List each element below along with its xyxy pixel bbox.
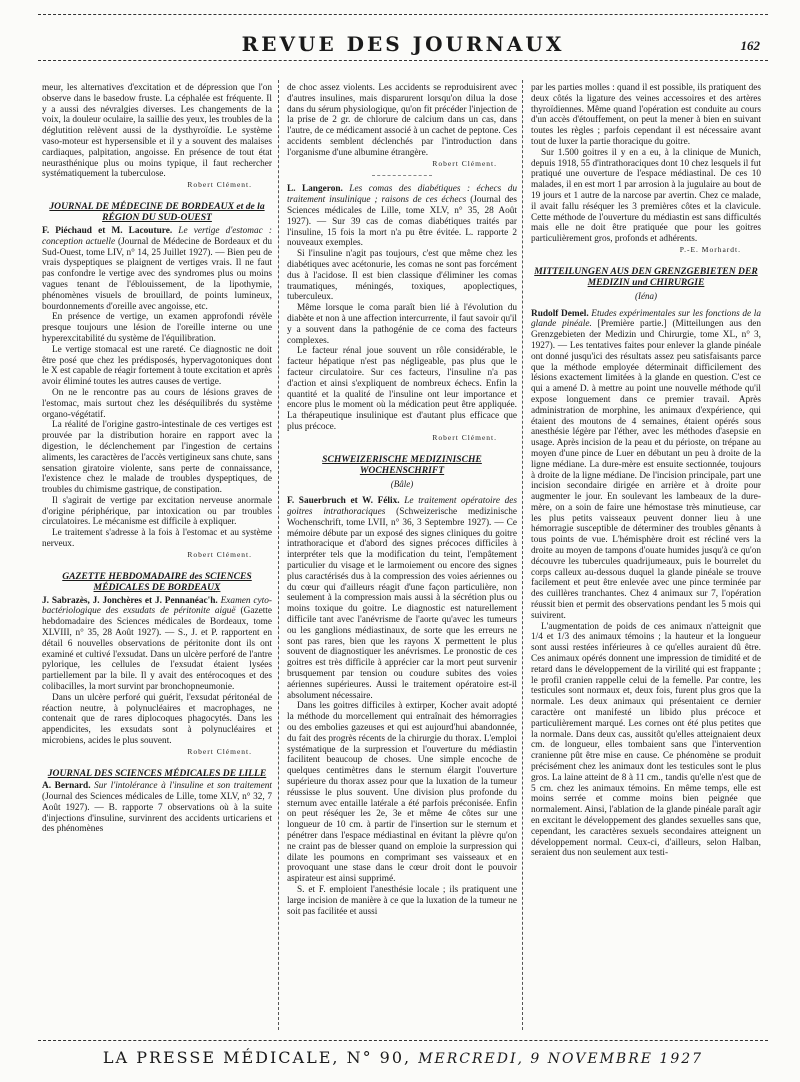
column-divider-2 [522,80,523,1030]
signature: Robert Clément. [432,432,497,442]
signature: Robert Clément. [187,746,252,756]
column-1 [42,83,272,1028]
section-title-schweizerische: SCHWEIZERISCHE MEDIZINISCHE WOCHENSCHRIFT [322,453,482,476]
paragraph: Sur 1.500 goitres il y en a eu, à la clinique de Munich, depuis 1918, 55 d'intrathoraciques dont 10 chez lesquels il fut pratiqué une ouverture de l'espace médiastinal. De ces 10 malades, il en est mort 1 par arrosion à la jugulaire au bout de 19 jours et 1 autre de la narcose par avertin. Chez ce malade, il avait fallu réséquer les 3 premières côtes et la clavicule. Cette méthode de l'ouverture du médiastin est sans difficultés mais elle ne doit être pratiquée que pour les goitres particulièrement gros, profonds et adhérents. [531,147,761,245]
footer-rule [38,1040,768,1041]
section-subtitle: (Iéna) [635,290,657,301]
footer-issue: N° 90, [346,1048,412,1067]
paragraph: Même lorsque le coma paraît bien lié à l'évolution du diabète et non à une affection intercurrente, il faut savoir qu'il y a souvent dans la pathogénie de ce coma des facteurs complexes. [287,303,517,346]
paragraph: En présence de vertige, un examen approfondi révèle presque toujours une lésion de l'oreille interne ou une hyperexcitabilité du système de l'équilibration. [42,312,272,344]
paragraph: Il s'agirait de vertige par excitation nerveuse anormale d'origine périphérique, par intoxication ou par troubles circulatoires. Le mécanisme est difficile à expliquer. [42,495,272,528]
article-authors: F. Sauerbruch et W. Félix. [287,496,400,507]
article-text: (Journal des Sciences médicales de Lille, tome XLV, n° 32, 7 Août 1927). — B. rapporte 7 observations où à la suite d'injections d'insuline, survinrent des accidents urticariens et des phénomènes [42,791,272,835]
paragraph: meur, les alternatives d'excitation et de dépression que l'on observe dans le basedow fruste. La céphalée est fréquente. Il y a aussi des névralgies diverses. Les changements de la voix, la douleur oculaire, la saillie des yeux, les troubles de la déglutition relèvent aussi de la dysthyroïdie. Le système vaso-moteur est hypersensible et il y a souvent des malaises cardiaques, palpitation, angoisse. En présence de tout état neurasthénique plus ou moins typique, il faut rechercher systématiquement la tuberculose. [42,83,272,180]
article-text: [Première partie.] (Mitteilungen aus den Grenzgebieten der Medizin und Chirurgie, tome XL, n° 3, 1927). — Les tentatives faites pour enlever la glande pinéale ont donné jusqu'ici des résultats assez peu satisfaisants parce que la méthode employée déterminait difficilement des lésions exactement limitées à la glande en question. C'est ce qui a amené D. à mettre au point une nouvelle méthode qu'il expose longuement dans ce premier travail. Après administration de morphine, les animaux d'expérience, qui étaient des moutons de 4 semaines, étaient opérés sous anesthésie légère par l'éther, avec les méthodes d'asepsie en usage. Après incision de la peau et du périoste, on trépane au moyen d'une pince de Luer en débutant un peu à droite de la ligne médiane. La dure-mère est ensuite sectionnée, toujours à droite de la ligne médiane. De l'incision principale, part une incision secondaire dirigée en arrière et à droite pour augmenter le jour. En soulevant les lambeaux de la dure-mère, on a soin de faire une hémostase très minutieuse, car les plus petits vaisseaux peuvent donner lieu à une hémorragie susceptible de déterminer des troubles gênants à tous points de vue. L'hémisphère droit est récliné vers la droite au moyen de tampons d'ouate humides jusqu'à ce qu'on découvre les tubercules quadrijumeaux, puis le bourrelet du corps calleux au-dessous duquel la glande pinéale se trouve facilement et peut être enlevée avec une pince terminée par des cuillères tranchantes. Chez 4 animaux sur 7, l'opération réussit bien et permit des observations pendant les 5 mois qui suivirent. [531,319,761,621]
article-title: Sur l'intolérance à l'insuline et son traitement [94,781,272,792]
column-3 [531,83,761,1028]
signature: Robert Clément. [187,180,252,190]
running-title: REVUE DES JOURNAUX [241,32,565,56]
paragraph: Le traitement s'adresse à la fois à l'estomac et au système nerveux. [42,528,272,550]
separator [372,175,432,176]
article-header [287,496,517,701]
article-text: (Gazette hebdomadaire des Sciences médicales de Bordeaux, tome XLVIII, n° 35, 28 Août 1927). — S., J. et P. rapportent en détail 6 nouvelles observations de péritonite dont ils ont examiné et cultivé l'exsudat. Dans un ulcère perforé de l'antre pylorique, les cellules de l'exsudat étaient lysées partiellement par la bile. Il y avait des entérocoques et des colibacilles, la mort survint par bronchopneumonie. [42,606,272,693]
column-2 [287,83,517,1028]
section-title-mitteilungen: MITTEILUNGEN AUS DEN GRENZGEBIETEN DER MEDIZIN und CHIRURGIE [534,265,758,289]
paragraph: On ne le rencontre pas au cours de lésions graves de l'estomac, mais surtout chez les déséquilibrés du système organo-végétatif. [42,387,272,420]
article-authors: J. Sabrazès, J. Jonchères et J. Pennanéac'h. [42,595,218,606]
page-number: 162 [740,38,760,53]
section-title-gazette: GAZETTE HEBDOMADAIRE des SCIENCES MÉDICALES DE BORDEAUX [62,570,252,594]
article-title: Le traitement opératoire des goitres intrathoraciques [287,496,517,518]
paragraph: Si l'insuline n'agit pas toujours, c'est que même chez les diabétiques avec acétonurie, les comas ne sont pas forcément dus à l'acidose. Il est bien classique d'éliminer les comas traumatiques, méningés, toxiques, apoplectiques, tuberculeux. [287,249,517,303]
section-title-bordeaux: JOURNAL DE MÉDECINE DE BORDEAUX et de la RÉGION DU SUD-OUEST [49,200,265,224]
article-text: (Schweizerische medizinische Wochenschrift, tome LVII, n° 36, 3 Septembre 1927). — Ce mémoire débute par un exposé des signes cliniques du goitre intrathoracique et d'abord des signes précoces difficiles à interpréter tels que la modification du teint, l'empâtement particulier du visage et le larmoiement ou encore des signes plus caractérisés dus à la compression des voies aériennes ou du cœur qui d'ailleurs réagit d'une façon particulière, non seulement à la compression mais aussi à la sécrétion plus ou moins toxique du goitre. Le diagnostic est naturellement difficile tant avec l'anévrisme de l'aorte qu'avec les tumeurs ou les ganglions médiastinaux, de sorte que les erreurs ne sont pas rares, bien que les rayons X permettent le plus souvent de diagnostiquer les anévrismes. Le pronostic de ces goitres est très difficile à apprécier car la mort peut survenir brusquement par tension ou coudure subites des voies aériennes supérieures. Aussi le traitement opératoire est-il absolument nécessaire. [287,507,517,701]
article-title: Les comas des diabétiques : échecs du traitement insulinique ; raisons de ces échecs [287,184,517,206]
article-text: (Journal de Médecine de Bordeaux et du Sud-Ouest, tome LIV, n° 14, 25 Juillet 1927). — Bien peu de vrais dyspeptiques se plaignent de vertiges vrais. Il ne faut pas confondre le vertige avec des syndromes plus ou moins vagues tenant de l'éblouissement, de la lipothymie, phénomènes visuels de brouillard, de points lumineux, bourdonnements d'oreille avec angoisse, etc. [42,236,272,312]
article-title: Examen cyto-bactériologique des exsudats de péritonite aiguë [42,595,272,617]
signature: Robert Clément. [187,549,252,559]
paragraph: L'augmentation de poids de ces animaux n'atteignit que 1/4 et 1/3 des animaux témoins ; la hauteur et la longueur sont aussi restées inférieures à ce qu'elles auraient dû être. Ces animaux opérés donnent une impression de timidité et de retard dans le développement de la virilité qui est frappante ; le profil cranien rappelle celui de la femelle. Par contre, les testicules sont normaux et, deux fois, furent plus gros que la normale. Les deux animaux qui présentaient ce dernier caractère ont manifesté un libido plus précoce et particulièrement marqué. Les cornes ont été plus petites que la normale. Dans deux cas, aussitôt qu'elles atteignaient deux cm. de longueur, elles tombaient sans que l'intervention cranienne pût être mise en cause. Ce phénomène se produit précisément chez les animaux dont les testicules sont le plus gros. La laine atteint de 8 à 11 cm., tandis qu'elle n'est que de 5 cm. chez les animaux témoins. En même temps, elle est moins serrée et comme moins bien peignée que normalement. Ainsi, l'ablation de la glande pinéale paraît agir en excitant le développement des glandes sexuelles sans que, cependant, les caractères sexuels secondaires atteignent un développement normal. Ceux-ci, d'ailleurs, selon Halban, seraient dus non seulement aux testi- [531,621,761,859]
page-footer [38,1040,768,1072]
article-header [42,596,272,693]
paragraph: S. et F. emploient l'anesthésie locale ; ils pratiquent une large incision de manière à ce que la luxation de la tumeur ne soit pas facilitée et aussi [287,884,517,917]
article-text: (Journal des Sciences médicales de Lille, tome XLV, n° 35, 28 Août 1927). — Sur 39 cas de comas diabétiques traités par l'insuline, 15 fois la mort n'a pu être évitée. L. rapporte 2 nouveaux exemples. [287,195,517,249]
article-authors: L. Langeron. [287,184,343,195]
paragraph: La réalité de l'origine gastro-intestinale de ces vertiges est prouvée par la distribution horaire en rapport avec la digestion, le déclenchement par l'ingestion de certains aliments, les caractères de l'accès vertigineux sans chute, sans sensation giratoire violente, sans perte de connaissance, l'existence chez le malade de troubles dyspeptiques, de troubles du chimisme gastrique, de constipation. [42,420,272,496]
article-authors: F. Piéchaud et M. Lacouture. [42,225,173,236]
article-title: Etudes expérimentales sur les fonctions de la glande pinéale. [531,308,761,330]
paragraph: Le facteur rénal joue souvent un rôle considérable, le facteur hépatique n'est pas négligeable, pas plus que le facteur circulatoire. Sur ces facteurs, l'insuline n'a pas d'action et ainsi s'expliquent de nombreux échecs. Enfin la quantité et la qualité de l'insuline ont leur importance et encore plus le moment où la médication peut être appliquée. La thérapeutique insulinique est d'autant plus efficace que plus précoce. [287,346,517,432]
section-title-lille: JOURNAL DES SCIENCES MÉDICALES DE LILLE [47,767,267,779]
article-header [42,226,272,312]
paragraph: Dans les goitres difficiles à extirper, Kocher avait adopté la méthode du morcellement qui entraînait des hémorragies ou des embolies gazeuses et qui est aujourd'hui abandonnée, du fait des progrès récents de la chirurgie du thorax. L'emploi systématique de la surpression et l'ouverture du médiastin facilitent beaucoup de choses. Une simple encoche de quelques centimètres dans le sternum élargit l'ouverture supérieure du thorax assez pour que la luxation de la tumeur réussisse le plus souvent. Une division plus profonde du sternum avec entaille latérale a été parfois préconisée. Enfin on peut réséquer les 2e, 3e et même 4e côtes sur une longueur de 10 cm. à partir de l'insertion sur le sternum et pénétrer dans l'espace médiastinal en évitant la plèvre qu'on ne craint pas de blesser quand on emploie la surpression qui dilate les poumons en comprimant ses vaisseaux et en provoquant une stase dans le cœur droit dont le pouvoir aspirateur est ainsi supprimé. [287,701,517,885]
article-header [42,781,272,835]
paragraph: de choc assez violents. Les accidents se reproduisirent avec d'autres insulines, mais disparurent lorsqu'on dilua la dose dans du sérum physiologique, qu'on fit précéder l'injection de la prise de 2 gr. de chlorure de calcium dans un cas, dans l'autre, de ce médicament associé à un cachet de peptone. Ces accidents semblent déclenchés par l'introduction dans l'organisme d'une albumine étrangère. [287,83,517,158]
article-title: Le vertige d'estomac : conception actuelle [42,225,272,247]
footer-date: MERCREDI, 9 NOVEMBRE 1927 [418,1051,704,1067]
paragraph: Dans un ulcère perforé qui guérit, l'exsudat péritonéal de réaction neutre, à polynucléaires et macrophages, ne contenait que de rares diplocoques phagocytés. Dans les appendicites, les exsudats sont à polynucléaires et microbiens, acides le plus souvent. [42,692,272,747]
header-bottom-rule [38,60,768,61]
page-header [38,14,768,66]
article-header [287,184,517,249]
signature: Robert Clément. [432,158,497,168]
paragraph: par les parties molles : quand il est possible, ils pratiquent des deux côtés la ligature des veines accessoires et des artères thyroïdiennes. Même quand l'opération est conduite au cours d'un accès d'étouffement, on peut la mener à bien en suivant toutes les règles ; parfois cependant il est nécessaire avant tout de luxer la partie thoracique du goitre. [531,83,761,147]
header-top-rule [38,14,768,15]
signature: P.-E. Morhardt. [679,244,741,254]
section-subtitle: (Bâle) [390,478,414,489]
article-header [531,309,761,622]
article-authors: A. Bernard. [42,781,91,792]
article-authors: Rudolf Demel. [531,308,589,319]
footer-journal: LA PRESSE MÉDICALE, [102,1048,340,1067]
column-divider-1 [278,80,279,1030]
footer-line [38,1048,768,1067]
paragraph: Le vertige stomacal est une rareté. Ce diagnostic ne doit être posé que chez les prédisposés, hypervagotoniques dont le X est capable de réagir fortement à toute excitation et après avoir éliminé toutes les autres causes de vertige. [42,344,272,388]
